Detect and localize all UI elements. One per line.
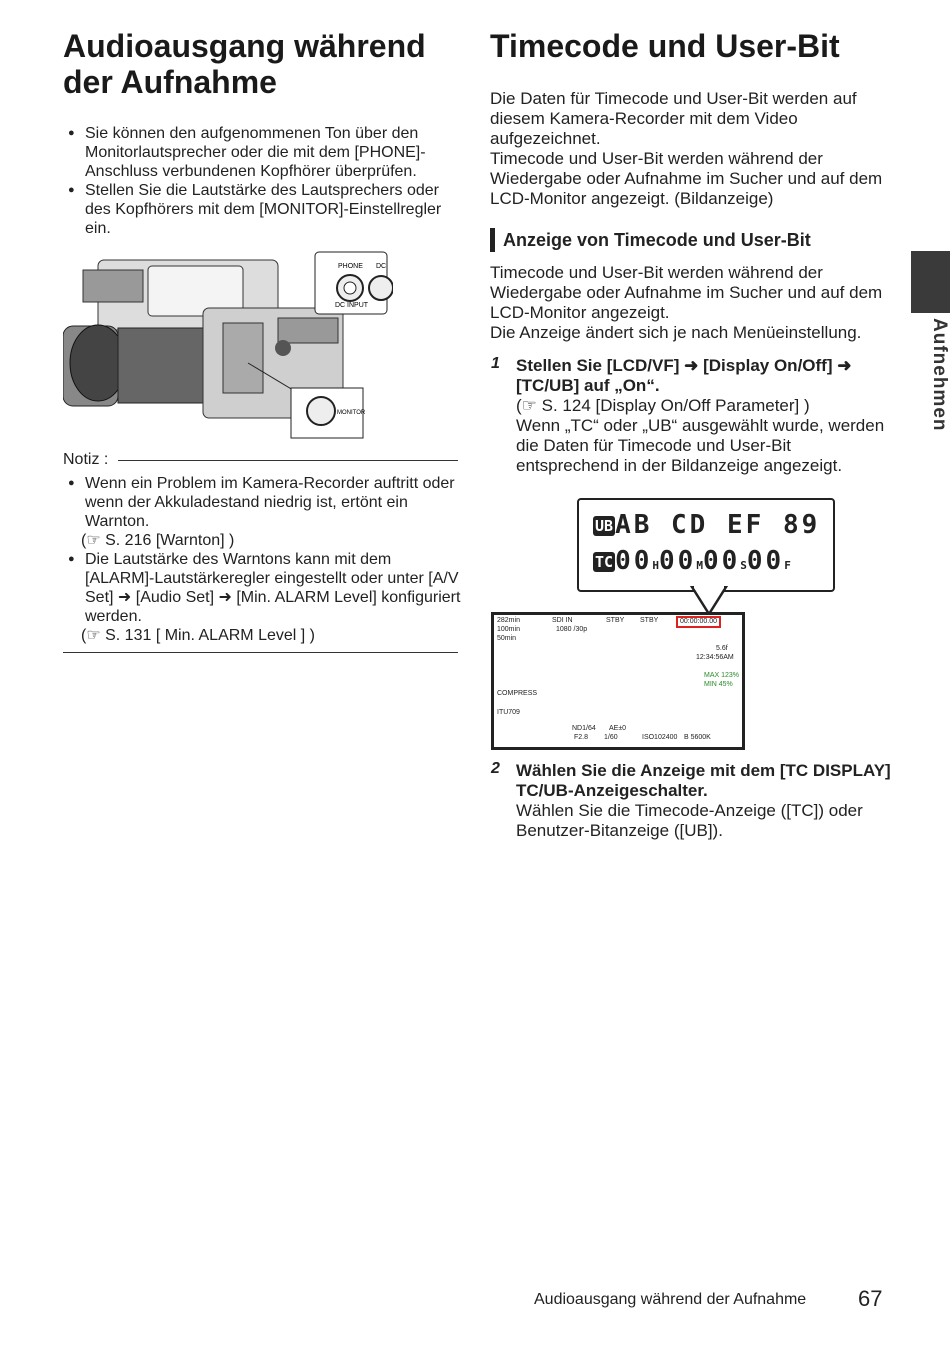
- sub-text: Timecode und User-Bit werden während der Wiedergabe oder Aufnahme im Sucher und auf dem LCD-Monitor angezeigt. Die Anzeige ändert sich je nach Menüeinstellung.: [490, 263, 883, 342]
- right-title: Timecode und User-Bit: [490, 28, 840, 64]
- left-title: Audioausgang während der Aufnahme: [63, 28, 426, 100]
- camera-illustration: [63, 248, 393, 440]
- dc-input-label: DC INPUT: [335, 302, 369, 309]
- list-item: ● Wenn ein Problem im Kamera-Recorder auftritt oder wenn der Akkuladestand niedrig ist, ertönt ein Warnton.: [63, 474, 461, 531]
- tc-row: TC00H00M00S00F: [595, 546, 791, 576]
- subheading: Anzeige von Timecode und User-Bit: [490, 228, 903, 252]
- timecode-highlight: 00:00:00.00: [676, 616, 721, 628]
- note-rule: [118, 460, 458, 461]
- step-number: 2: [491, 760, 500, 777]
- left-bullet-list: [63, 124, 463, 238]
- tc-ub-display: [577, 498, 835, 592]
- note-end-rule: [63, 652, 458, 653]
- section-tab-label: Aufnehmen: [929, 318, 950, 432]
- dc-label: DC: [376, 263, 387, 270]
- section-tab: [911, 251, 950, 313]
- footer-title: Audioausgang während der Aufnahme: [534, 1291, 807, 1308]
- monitor-screen: 282min SDI IN STBY STBY 00:00:00.00 100min 1080 /30p 50min 5.6f 12:34:56AM MAX 123% MIN 45% COMPRESS ITU709 ND1/64 AE±0 F2.8 1/60 ISO102400 B 5600K: [491, 612, 745, 750]
- intro-text: Die Daten für Timecode und User-Bit werden auf diesem Kamera-Recorder mit dem Video aufgezeichnet. Timecode und User-Bit werden während der Wiedergabe oder Aufnahme im Sucher und auf dem LCD-Monitor angezeigt. (Bildanzeige): [490, 89, 883, 208]
- list-item: ● Die Lautstärke des Warntons kann mit dem [ALARM]-Lautstärkeregler eingestellt oder unter [A/V Set] ➜ [Audio Set] ➜ [Min. ALARM Level] konfiguriert werden.: [63, 550, 461, 626]
- tc-badge: TC: [595, 552, 614, 571]
- ub-badge: UB: [595, 516, 614, 535]
- list-item: ● Stellen Sie die Lautstärke des Lautsprechers oder des Kopfhörers mit dem [MONITOR]-Einstellregler ein.: [63, 181, 463, 238]
- ub-row: [593, 510, 820, 540]
- page-number: 67: [858, 1286, 883, 1311]
- monitor-knob-label: MONITOR: [337, 410, 366, 416]
- step-number: 1: [491, 355, 500, 372]
- note-label: Notiz :: [63, 451, 109, 468]
- step-2: Wählen Sie die Anzeige mit dem [TC DISPLAY] TC/UB-Anzeigeschalter. Wählen Sie die Timecode-Anzeige ([TC]) oder Benutzer-Bitanzeige ([UB]).: [516, 761, 891, 840]
- list-item: ● Sie können den aufgenommenen Ton über den Monitorlautsprecher oder die mit dem [PHONE]-Anschluss verbundenen Kopfhörer überprüfen.: [63, 124, 463, 181]
- note-reference: (☞ S. 216 [Warnton] ): [81, 532, 235, 549]
- ub-value: AB CD EF 89: [615, 510, 821, 540]
- phone-label: PHONE: [338, 263, 363, 270]
- step-1: Stellen Sie [LCD/VF] ➜ [Display On/Off] ➜ [TC/UB] auf „On“. (☞ S. 124 [Display On/Off Parameter] ) Wenn „TC“ oder „UB“ ausgewählt wurde, werden die Daten für Timecode und User-Bit entsprechend in der Bildanzeige angezeigt.: [516, 356, 885, 475]
- note-list: [63, 474, 461, 645]
- note-reference: (☞ S. 131 [ Min. ALARM Level ] ): [81, 627, 315, 644]
